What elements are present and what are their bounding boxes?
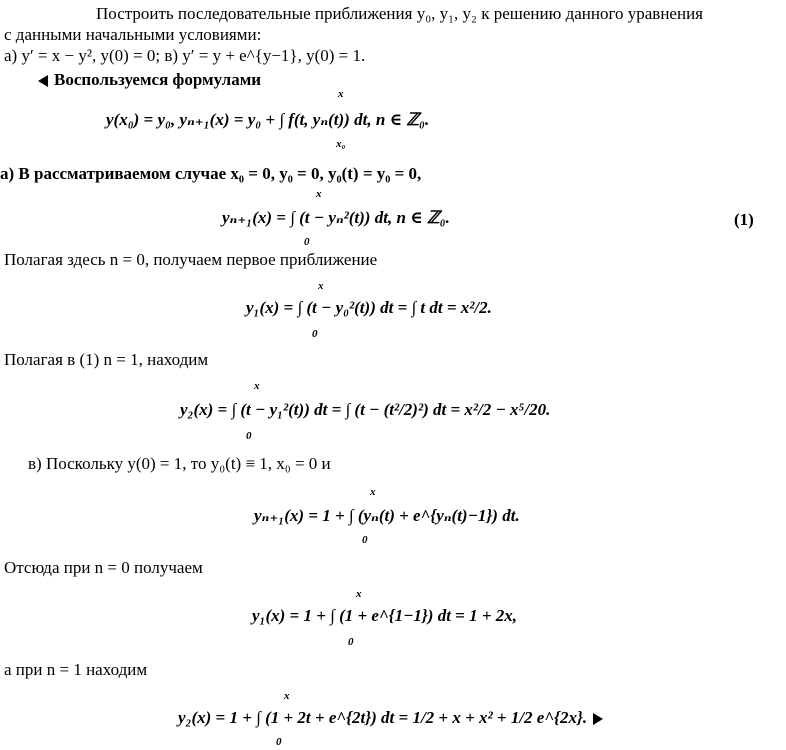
y1-a-formula: y₁(x) = ∫ (t − y₀²(t)) dt = ∫ t dt = x²/2. [246,298,492,317]
y2-a-integral-lower: 0 [246,430,252,442]
step-n0-text: Полагая здесь n = 0, получаем первое приближение [4,250,378,269]
solution-start-icon [38,75,48,87]
case-b-formula: yₙ₊₁(x) = 1 + ∫ (yₙ(t) + e^{yₙ(t)−1}) dt. [254,506,520,525]
step-n1-text: Полагая в (1) n = 1, находим [4,350,209,369]
solution-end-icon [593,713,603,725]
y1-b-integral-lower: 0 [348,636,354,648]
equation-number: (1) [734,210,754,229]
y1-a-integral-upper: x [318,280,324,292]
solution-intro: Воспользуемся формулами [38,70,261,90]
y1-a-integral-lower: 0 [312,328,318,340]
y2-b-integral-lower: 0 [276,736,282,748]
y2-b-formula: y₂(x) = 1 + ∫ (1 + 2t + e^{2t}) dt = 1/2 + x + x² + 1/2 e^{2x}. [178,708,603,728]
y2-b-integral-upper: x [284,690,290,702]
case-b-integral-upper: x [370,486,376,498]
case-b-integral-lower: 0 [362,534,368,546]
case-a-integral-lower: 0 [304,236,310,248]
general-integral-upper: x [338,88,344,100]
general-formula: y(x₀) = y₀, yₙ₊₁(x) = y₀ + ∫ f(t, yₙ(t)) dt, n ∈ ℤ₀. [106,110,430,129]
case-a-integral-upper: x [316,188,322,200]
y2-a-integral-upper: x [254,380,260,392]
y2-a-formula: y₂(x) = ∫ (t − y₁²(t)) dt = ∫ (t − (t²/2)²) dt = x²/2 − x⁵/20. [180,400,551,419]
y1-b-integral-upper: x [356,588,362,600]
case-b-text: в) Поскольку y(0) = 1, то y₀(t) ≡ 1, x₀ = 0 и [28,454,331,473]
from-here-text: Отсюда при n = 0 получаем [4,558,203,577]
case-a-text: а) В рассматриваемом случае x₀ = 0, y₀ = 0, y₀(t) = y₀ = 0, [0,164,422,183]
problem-line-3: а) y′ = x − y², y(0) = 0; в) y′ = y + e^{y−1}, y(0) = 1. [4,46,366,65]
case-a-formula: yₙ₊₁(x) = ∫ (t − yₙ²(t)) dt, n ∈ ℤ₀. [222,208,450,227]
problem-line-1: Построить последовательные приближения y₀, y₁, y₂ к решению данного уравнения [96,4,703,23]
general-integral-lower: x₀ [336,138,346,150]
problem-line-2: с данными начальными условиями: [4,25,262,44]
and-n1-text: а при n = 1 находим [4,660,148,679]
y1-b-formula: y₁(x) = 1 + ∫ (1 + e^{1−1}) dt = 1 + 2x, [252,606,518,625]
